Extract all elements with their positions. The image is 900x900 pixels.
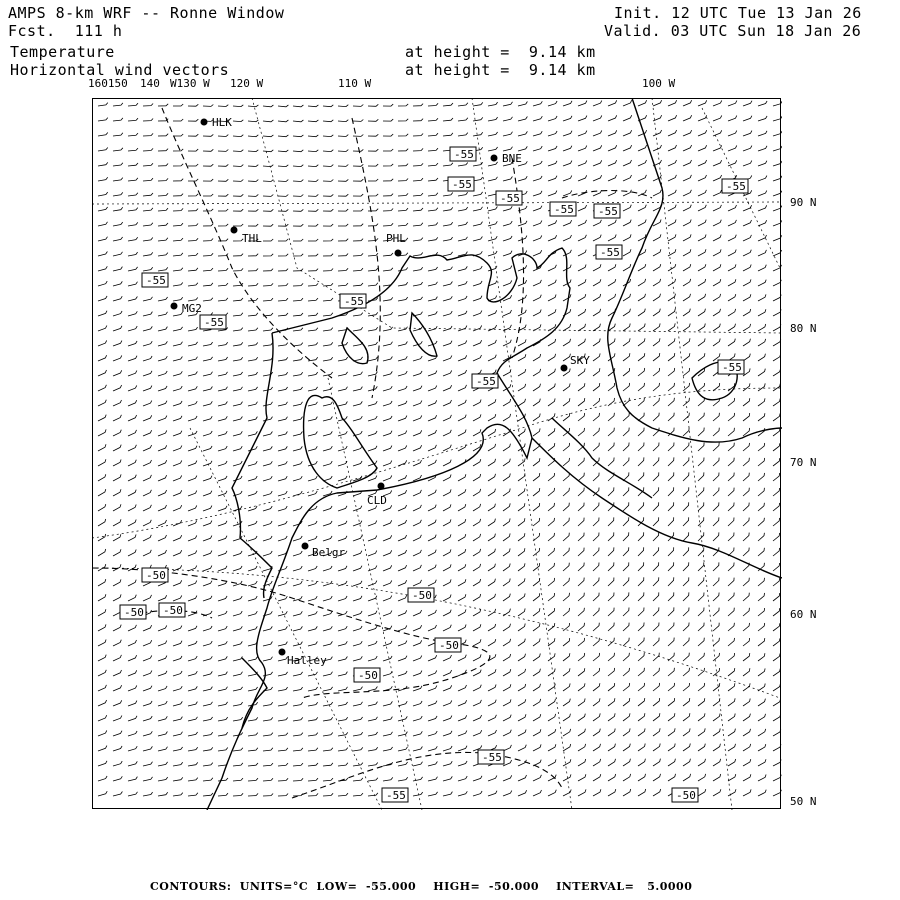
fcst-label: Fcst.	[8, 22, 56, 40]
svg-text:-55: -55	[204, 316, 224, 329]
lon-label-100: 100 W	[642, 77, 676, 90]
svg-text:-50: -50	[439, 639, 459, 652]
fcst-value: 111 h	[74, 22, 123, 40]
svg-text:-55: -55	[482, 751, 502, 764]
contour-label	[159, 603, 185, 617]
svg-text:-50: -50	[146, 569, 166, 582]
contour-label	[596, 245, 622, 259]
svg-text:-55: -55	[146, 274, 166, 287]
height-label-2: at height = 9.14 km	[405, 61, 596, 79]
svg-text:-50: -50	[412, 589, 432, 602]
lon-label-160: 160150	[88, 77, 128, 90]
svg-text:BNE: BNE	[502, 152, 522, 165]
svg-text:MG2: MG2	[182, 302, 202, 315]
lat-label-50: 50 N	[790, 795, 817, 808]
contour-label	[142, 273, 168, 287]
init-time: Init. 12 UTC Tue 13 Jan 26	[614, 4, 862, 22]
svg-text:-55: -55	[554, 203, 574, 216]
valid-time: Valid. 03 UTC Sun 18 Jan 26	[604, 22, 862, 40]
svg-text:SKY: SKY	[570, 354, 590, 367]
height-label-1: at height = 9.14 km	[405, 43, 596, 61]
lat-label-70: 70 N	[790, 456, 817, 469]
contour-label	[435, 638, 461, 652]
contour-label	[550, 202, 576, 216]
contour-label	[472, 374, 498, 388]
contour-label	[200, 315, 226, 329]
lon-label-110: 110 W	[338, 77, 372, 90]
svg-text:-55: -55	[500, 192, 520, 205]
contour-label	[594, 204, 620, 218]
contour-label	[478, 750, 504, 764]
svg-text:-55: -55	[452, 178, 472, 191]
lon-label-140: 140	[140, 77, 160, 90]
lat-label-80: 80 N	[790, 322, 817, 335]
field-temperature: Temperature	[10, 43, 115, 61]
footer-units: UNITS=°C	[239, 880, 309, 893]
footer-contours: CONTOURS:	[150, 880, 232, 893]
contour-info-footer	[150, 880, 696, 893]
svg-text:CLD: CLD	[367, 494, 387, 507]
map-title: AMPS 8-km WRF -- Ronne Window	[8, 4, 285, 22]
svg-text:-55: -55	[722, 361, 742, 374]
contour-label	[142, 568, 168, 582]
contour-label	[340, 294, 366, 308]
svg-text:-55: -55	[344, 295, 364, 308]
svg-text:-55: -55	[386, 789, 406, 802]
svg-text:-50: -50	[124, 606, 144, 619]
contour-label	[672, 788, 698, 802]
lat-label-90: 90 N	[790, 196, 817, 209]
svg-text:-55: -55	[454, 148, 474, 161]
svg-text:-55: -55	[476, 375, 496, 388]
contour-label	[718, 360, 744, 374]
contour-label	[450, 147, 476, 161]
svg-text:THL: THL	[242, 232, 262, 245]
map-panel	[92, 98, 782, 810]
contour-label	[354, 668, 380, 682]
lon-label-130: W130 W	[170, 77, 210, 90]
footer-low: LOW= -55.000	[316, 880, 417, 893]
contour-label	[382, 788, 408, 802]
footer-interval: INTERVAL= 5.0000	[556, 880, 693, 893]
lat-label-60: 60 N	[790, 608, 817, 621]
contour-label	[496, 191, 522, 205]
forecast-hour	[8, 22, 122, 40]
contour-label	[120, 605, 146, 619]
svg-text:PHL: PHL	[386, 232, 406, 245]
field-wind-vectors: Horizontal wind vectors	[10, 61, 230, 79]
svg-text:-55: -55	[598, 205, 618, 218]
svg-text:-50: -50	[163, 604, 183, 617]
svg-text:-55: -55	[600, 246, 620, 259]
svg-text:Halley: Halley	[287, 654, 327, 667]
lon-label-120: 120 W	[230, 77, 264, 90]
footer-high: HIGH= -50.000	[433, 880, 540, 893]
svg-text:Belgr: Belgr	[312, 546, 346, 559]
svg-text:-50: -50	[676, 789, 696, 802]
svg-text:HLK: HLK	[212, 116, 232, 129]
contour-label	[448, 177, 474, 191]
contour-label	[722, 179, 748, 193]
contour-label	[408, 588, 434, 602]
svg-text:-50: -50	[358, 669, 378, 682]
svg-text:-55: -55	[726, 180, 746, 193]
